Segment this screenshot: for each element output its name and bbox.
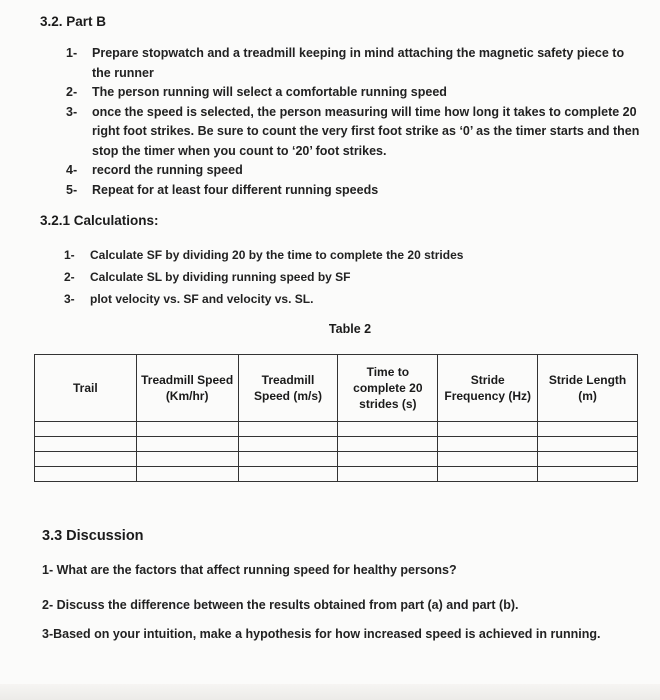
- table-cell[interactable]: [136, 437, 238, 452]
- table-caption: Table 2: [328, 322, 372, 336]
- table-row: [35, 452, 638, 467]
- step-text: Calculate SL by dividing running speed by SF: [90, 270, 351, 284]
- table-cell[interactable]: [35, 467, 137, 482]
- table-cell[interactable]: [238, 452, 338, 467]
- table-cell[interactable]: [438, 467, 538, 482]
- list-item: [66, 83, 641, 103]
- step-text: plot velocity vs. SF and velocity vs. SL.: [90, 292, 314, 306]
- table-cell[interactable]: [338, 422, 438, 437]
- table-cell[interactable]: [538, 467, 638, 482]
- table-cell[interactable]: [35, 422, 137, 437]
- calculations-steps-list: [64, 244, 624, 310]
- list-item: [66, 161, 641, 181]
- table-row: [35, 437, 638, 452]
- table-cell[interactable]: [238, 437, 338, 452]
- step-number: 4-: [66, 163, 78, 177]
- table-cell[interactable]: [538, 437, 638, 452]
- table-cell[interactable]: [338, 452, 438, 467]
- step-text: Calculate SF by dividing 20 by the time to complete the 20 strides: [90, 248, 464, 262]
- table-cell[interactable]: [136, 422, 238, 437]
- table-cell[interactable]: [438, 422, 538, 437]
- table-cell[interactable]: [238, 467, 338, 482]
- step-text: The person running will select a comfortable running speed: [92, 85, 447, 99]
- column-header-time: Time to complete 20 strides (s): [338, 355, 438, 422]
- table-row: [35, 422, 638, 437]
- table-cell[interactable]: [338, 437, 438, 452]
- calculations-heading: 3.2.1 Calculations:: [40, 213, 159, 228]
- step-text: Repeat for at least four different running speeds: [92, 182, 379, 197]
- step-number: 3-: [66, 104, 78, 119]
- list-item: [64, 288, 624, 310]
- list-item: [66, 44, 641, 83]
- table-cell[interactable]: [538, 452, 638, 467]
- step-number: 3-: [64, 292, 75, 306]
- data-table: [34, 354, 638, 482]
- discussion-question: 1- What are the factors that affect running speed for healthy persons?: [42, 563, 457, 577]
- table-cell[interactable]: [538, 422, 638, 437]
- table-cell[interactable]: [35, 437, 137, 452]
- part-b-heading: 3.2. Part B: [40, 14, 107, 29]
- page-bottom-edge: [0, 684, 660, 700]
- discussion-heading: 3.3 Discussion: [42, 528, 144, 544]
- table-cell[interactable]: [136, 467, 238, 482]
- column-header-speed-kmh: Treadmill Speed (Km/hr): [136, 355, 238, 422]
- list-item: [64, 244, 624, 266]
- column-header-stride-length: Stride Length (m): [538, 355, 638, 422]
- discussion-question: 2- Discuss the difference between the results obtained from part (a) and part (b).: [42, 598, 519, 612]
- column-header-speed-ms: Treadmill Speed (m/s): [238, 355, 338, 422]
- step-number: 1-: [66, 46, 78, 60]
- table-cell[interactable]: [136, 452, 238, 467]
- table-row: [35, 467, 638, 482]
- column-header-trail: Trail: [35, 355, 137, 422]
- part-b-steps-list: [66, 44, 641, 200]
- step-text: record the running speed: [92, 163, 243, 177]
- column-header-stride-frequency: Stride Frequency (Hz): [438, 355, 538, 422]
- discussion-question: 3-Based on your intuition, make a hypothesis for how increased speed is achieved in running.: [42, 627, 601, 641]
- list-item: [64, 266, 624, 288]
- table-cell[interactable]: [238, 422, 338, 437]
- table-cell[interactable]: [338, 467, 438, 482]
- table-cell[interactable]: [438, 452, 538, 467]
- step-text: Prepare stopwatch and a treadmill keeping in mind attaching the magnetic safety piece to the runner: [92, 46, 625, 80]
- table-cell[interactable]: [35, 452, 137, 467]
- step-number: 2-: [64, 270, 75, 284]
- list-item: [66, 181, 641, 201]
- table-header-row: [35, 355, 638, 422]
- list-item: [66, 103, 641, 162]
- step-number: 5-: [66, 182, 78, 197]
- step-number: 1-: [64, 248, 75, 262]
- step-number: 2-: [66, 85, 78, 99]
- step-text: once the speed is selected, the person measuring will time how long it takes to complete 20 right foot strikes. Be sure to count the very first foot strike as ‘0’ as the timer starts and then stop the timer when you count to ‘20’ foot strikes.: [92, 104, 640, 158]
- table-cell[interactable]: [438, 437, 538, 452]
